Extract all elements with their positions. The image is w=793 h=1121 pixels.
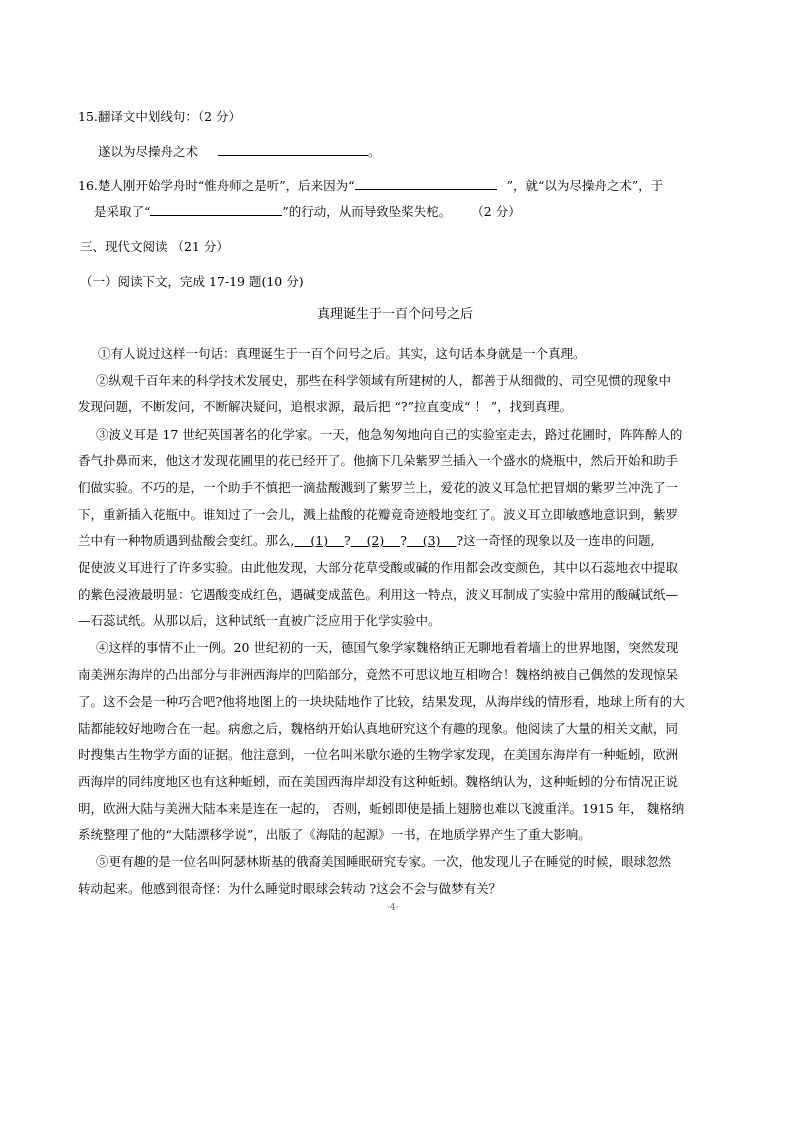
- article-p4-line4: 陆都能较好地吻合在一起。病愈之后，魏格纳开始认真地研究这个有趣的现象。他阅读了大量的相关文献，同: [78, 721, 679, 736]
- q15-label: 15.翻译文中划线句：（2 分）: [78, 109, 242, 124]
- blank-3[interactable]: (3): [406, 533, 457, 548]
- page-number: ·4·: [387, 903, 399, 913]
- blank-2[interactable]: (2): [350, 533, 401, 548]
- q15-answer-blank[interactable]: [218, 143, 368, 156]
- article-p3-line5: [78, 533, 655, 549]
- q16-line2: [94, 203, 521, 220]
- article-p2-line1: ②纵观千百年来的科学技术发展史，那些在科学领域有所建树的人，都善于从细微的、司空见惯的现象中: [96, 373, 672, 388]
- article-p1: ①有人说过这样一句话：真理诞生于一百个问号之后。其实，这句话本身就是一个真理。: [98, 346, 586, 361]
- article-p4-line2: 南美洲东海岸的凸出部分与非洲西海岸的凹陷部分，竟然不可思议地互相吻合！魏格纳被自己偶然的发现惊呆: [78, 667, 679, 682]
- blank-1[interactable]: (1): [294, 533, 344, 548]
- q16-blank2[interactable]: [150, 203, 282, 216]
- article-p3-line6: 促使波义耳进行了许多实验。由此他发现，大部分花草受酸或碱的作用都会改变颜色，其中以石蕊地衣中提取: [78, 560, 679, 575]
- q16-part1: 16.楚人刚开始学舟时“惟舟师之是听”，后来因为“: [78, 178, 355, 193]
- article-p4-line8: 系统整理了他的“大陆漂移学说”，出版了《海陆的起源》一书，在地质学界产生了重大影响。: [78, 827, 591, 842]
- article-p3-line8: —石蕊试纸。从那以后，这种试纸一直被广泛应用于化学实验中。: [78, 613, 441, 628]
- article-p3-line2: 香气扑鼻而来，他这才发现花圃里的花已经开了。他摘下几朵紫罗兰插入一个盛水的烧瓶中，然后开始和助手: [78, 453, 679, 468]
- article-p3-line7: 的紫色浸液最明显：它遇酸变成红色，遇碱变成蓝色。利用这一特点，波义耳制成了实验中常用的酸碱试纸—: [78, 587, 679, 602]
- article-p3-line3: 们做实验。不巧的是，一个助手不慎把一滴盐酸溅到了紫罗兰上，爱花的波义耳急忙把冒烟的紫罗兰冲洗了一: [78, 480, 679, 495]
- question-mark-2: ?: [400, 533, 407, 548]
- article-p5-line1: ⑤更有趣的是一位名叫阿瑟林斯基的俄裔美国睡眠研究专家。一次，他发现儿子在睡觉的时候，眼球忽然: [96, 854, 672, 869]
- article-p4-line6: 西海岸的同纬度地区也有这种蚯蚓，而在美国西海岸却没有这种蚯蚓。魏格纳认为，这种蚯蚓的分布情况正说: [78, 774, 679, 789]
- q16-blank1[interactable]: [355, 177, 497, 190]
- question-mark-1: ?: [343, 533, 351, 548]
- article-p4-line3: 了。这不会是一种巧合吧?他将地图上的一块块陆地作了比较，结果发现，从海岸线的情形看，地球上所有的大: [78, 694, 685, 709]
- article-p3-line5-end: ?这一奇怪的现象以及一连串的问题,: [456, 533, 655, 548]
- article-p4-line5: 时搜集古生物学方面的证据。他注意到，一位名叫米歇尔逊的生物学家发现，在美国东海岸有一种蚯蚓，欧洲: [78, 747, 679, 762]
- q16-part4: ”的行动，从而导致坠桨失柁。: [282, 204, 452, 219]
- q15-sentence: 遂以为尽操舟之术: [98, 144, 199, 159]
- article-p4-line1: ④这样的事情不止一例。20 世纪初的一天，德国气象学家魏格纳正无聊地看着墙上的世界地图，突然发现: [96, 640, 679, 655]
- q16-part3: 是采取了“: [94, 204, 151, 219]
- q16-line1: [78, 177, 663, 194]
- article-p3-line5-text: 兰中有一种物质遇到盐酸会变红。那么,: [78, 533, 295, 548]
- article-p5-line2: 转动起来。他感到很奇怪：为什么睡觉时眼球会转动 ?这会不会与做梦有关？: [78, 881, 502, 896]
- article-p3-line4: 下，重新插入花瓶中。谁知过了一会儿，溅上盐酸的花瓣竟奇迹般地变红了。波义耳立即敏感地意识到，紫罗: [78, 507, 679, 522]
- q15-end: 。: [367, 144, 381, 159]
- q15-answer-line: [98, 143, 381, 160]
- article-p2-line2: 发现问题，不断发问，不断解决疑问，追根求源，最后把 “?”拉直变成“ ！ ”，找到真理。: [78, 399, 573, 414]
- section3-heading: 三、现代文阅读 （21 分）: [80, 239, 229, 254]
- article-p4-line7: 明，欧洲大陆与美洲大陆本来是连在一起的， 否则，蚯蚓即使是插上翅膀也难以飞渡重洋。1915 年， 魏格纳: [78, 801, 685, 816]
- q16-part2: ”，就“以为尽操舟之术”，于: [506, 178, 664, 193]
- article-p3-line1: ③波义耳是 17 世纪英国著名的化学家。一天，他急匆匆地向自己的实验室走去，路过花圃时，阵阵醉人的: [96, 427, 683, 442]
- article-title: 真理诞生于一百个问号之后: [317, 307, 474, 322]
- subsection1-heading: （一）阅读下文，完成 17-19 题(10 分): [80, 274, 304, 289]
- q16-score: （2 分）: [471, 204, 521, 219]
